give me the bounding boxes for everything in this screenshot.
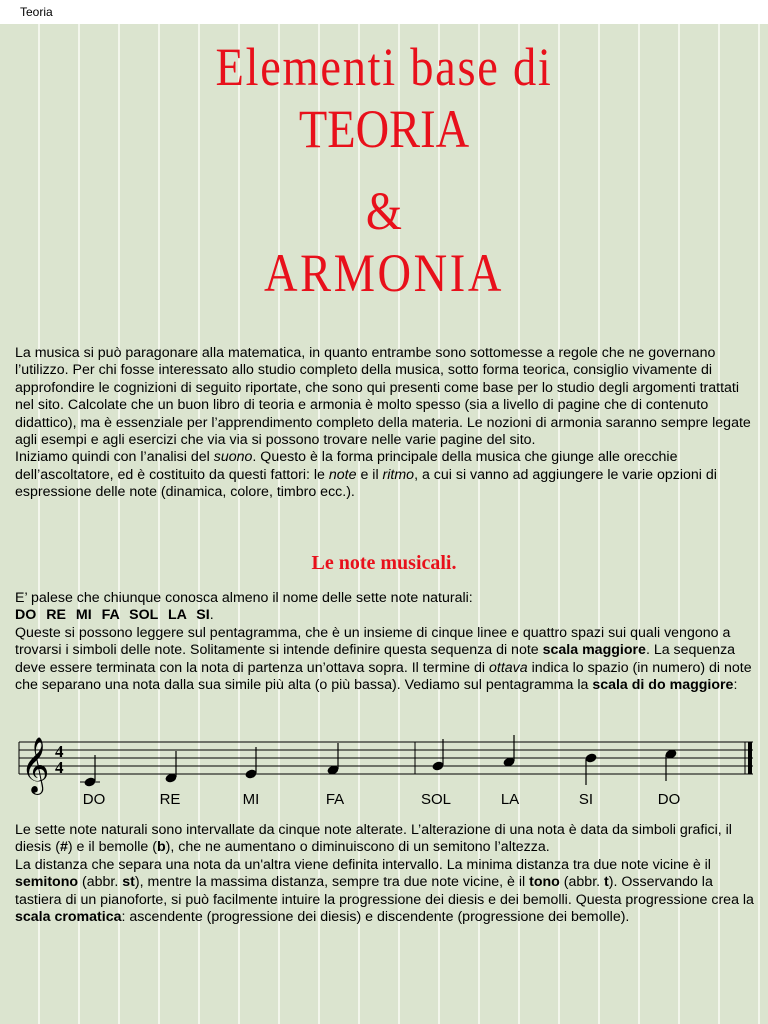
term-note: note [328, 466, 357, 483]
note-label-si: SI [578, 791, 594, 808]
page-header-label: Teoria [20, 5, 53, 19]
natural-notes-list: DO RE MI FA SOL LA SI [15, 607, 210, 624]
section-text: Queste si possono leggere sul pentagramma, che è un insieme di cinque linee e quattro spazi sui quali vengono a trovarsi i simboli delle note. Solitamente si intende definire questa sequenza di note [15, 624, 731, 659]
note-la [502, 735, 515, 768]
closing-text: Le sette note naturali sono intervallate da cinque note alterate. L’alterazione di una nota è data da simboli grafici, il diesis ( [15, 822, 732, 856]
intro-text: . Questo è la forma principale della musica che giunge alle orecchie dell’ascoltatore, ed è costituito da questi fattori: le [15, 449, 678, 483]
symbol-diesis: # [59, 839, 68, 856]
note-label-fa: FA [325, 791, 345, 808]
section-text: . La sequenza deve essere terminata con la nota di partenza un’ottava sopra. Il termine di [15, 642, 736, 676]
title-line-2: TEORIA [298, 99, 470, 159]
closing-text: (abbr. [78, 874, 123, 891]
term-tono: tono [529, 874, 560, 891]
closing-text: : ascendente (progressione dei diesis) e discendente (progressione dei bemolle). [121, 909, 630, 926]
note-si [584, 752, 597, 785]
intro-paragraph [15, 345, 760, 502]
note-label-sol: SOL [420, 791, 451, 808]
term-semitono: semitono [15, 874, 79, 891]
section-text: E’ palese che chiunque conosca almeno il nome delle sette note naturali: [15, 590, 473, 606]
section-text: indica lo spazio (in numero) di note che separano una nota dalla sua simile più alta (o più bassa). Vediamo sul pentagramma la [15, 659, 752, 694]
staff-lines [19, 742, 753, 774]
term-scala-maggiore: scala maggiore [542, 642, 646, 659]
note-label-mi: MI [242, 791, 260, 808]
intro-sentence-1: La musica si può paragonare alla matematica, in quanto entrambe sono sottomesse a regole che ne governano l’utilizzo. Per chi fosse interessato allo studio completo della musica, sotto forma teorica, consiglio vivamente di approfondire le cognizioni di seguito riportate, che sono qui presenti come base per lo studio degli argomenti trattati nel sito. Calcolate che un buon libro di teoria e armonia è molto spesso (sia a livello di pagine che di contenuto didattico), ma è essenziale per l’apprendimento completo della materia. Le nozioni di armonia saranno sempre legate agli esempi e agli esercizi che via via si possono trovare nelle varie pagine del sito. [15, 345, 751, 449]
closing-text: ), che ne aumentano o diminuiscono di un semitono l’altezza. [165, 839, 550, 856]
treble-clef: 𝄞 [21, 737, 50, 793]
closing-text: ), mentre la massima distanza, sempre tra due note vicine, è il [134, 874, 530, 891]
symbol-bemolle: b [156, 839, 166, 856]
term-ottava: ottava [488, 659, 528, 676]
note-label-do-high: DO [657, 791, 681, 808]
intro-text: Iniziamo quindi con l’analisi del [15, 449, 214, 466]
note-do-low [80, 755, 100, 788]
term-ritmo: ritmo [382, 466, 415, 483]
closing-text: ) e il bemolle ( [67, 839, 157, 856]
intro-text: , a cui si vanno ad aggiungere le varie opzioni di espressione delle note (dinamica, colore, timbro ecc.). [15, 466, 717, 501]
term-scala-do-maggiore: scala di do maggiore [592, 677, 734, 694]
note-label-la: LA [500, 791, 520, 808]
music-staff [15, 725, 755, 795]
term-scala-cromatica: scala cromatica [15, 909, 122, 926]
time-signature-bottom: 4 [55, 758, 64, 777]
note-label-do: DO [82, 791, 106, 808]
note-fa [326, 743, 339, 776]
notes-paragraph [15, 590, 760, 694]
closing-text: La distanza che separa una nota da un'altra viene definita intervallo. La minima distanza tra due note vicine è il [15, 856, 711, 873]
title-line-4: ARMONIA [264, 243, 504, 303]
note-label-re: RE [159, 791, 181, 808]
section-title: Le note musicali. [311, 552, 457, 574]
top-bar [0, 0, 768, 24]
note-sol [431, 739, 444, 772]
closing-text: ). Osservando la tastiera di un pianoforte, si può facilmente intuire la progressione dei diesis e dei bemolli. Questa progressione crea la [15, 874, 754, 908]
title-line-1: Elementi base di [215, 37, 553, 97]
intro-text: e il [356, 466, 383, 483]
title-line-3: & [365, 181, 403, 241]
note-do-high [664, 748, 677, 781]
abbr-t: t [604, 874, 609, 891]
section-text: . [209, 607, 214, 624]
note-re [164, 751, 177, 784]
closing-text: (abbr. [559, 874, 605, 891]
term-suono: suono [213, 449, 253, 466]
section-text: : [733, 677, 738, 694]
alterations-paragraph [15, 822, 760, 926]
time-signature-top: 4 [55, 742, 64, 761]
note-mi [244, 747, 257, 780]
abbr-st: st [122, 874, 135, 891]
